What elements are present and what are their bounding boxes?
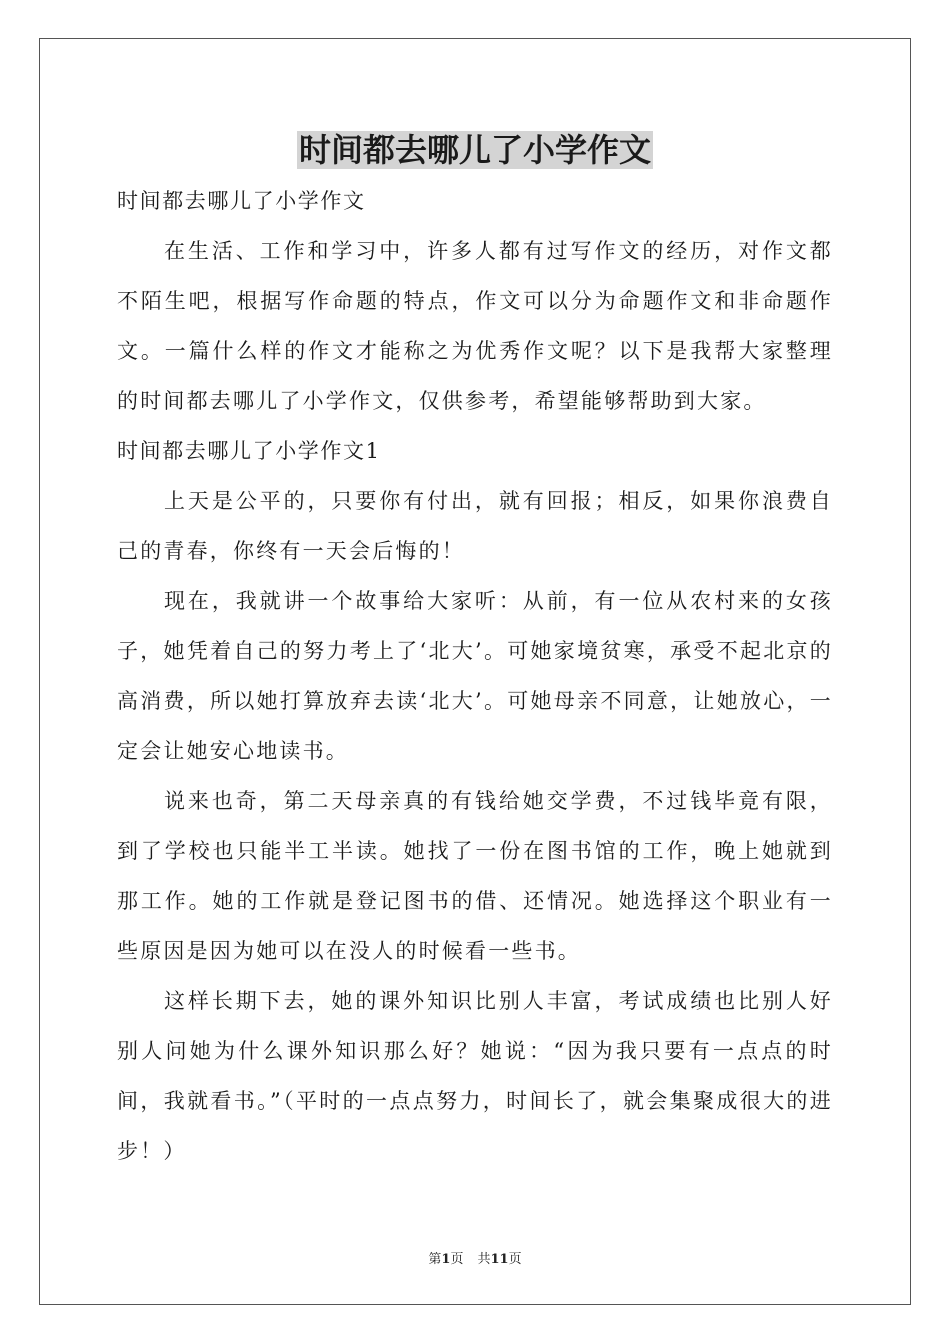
page-footer [0,1248,950,1267]
document-body [117,176,833,1176]
page-number-current: 1 [441,1252,451,1267]
page-total-count: 11 [490,1252,509,1267]
body-paragraph: 说来也奇，第二天母亲真的有钱给她交学费，不过钱毕竟有限，到了学校也只能半工半读。她找了一份在图书馆的工作，晚上她就到那工作。她的工作就是登记图书的借、还情况。她选择这个职业有一些原因是因为她可以在没人的时候看一些书。 [117,789,833,963]
page-number-suffix: 页 [450,1252,464,1267]
page-number-prefix: 第 [428,1252,442,1267]
body-paragraph: 这样长期下去，她的课外知识比别人丰富，考试成绩也比别人好别人问她为什么课外知识那么好？她说：“因为我只要有一点点的时间，我就看书。”（平时的一点点努力，时间长了，就会集聚成很大的进步！） [117,989,833,1163]
page-total-prefix: 共 [477,1252,491,1267]
intro-paragraph: 在生活、工作和学习中，许多人都有过写作文的经历，对作文都不陌生吧，根据写作命题的特点，作文可以分为命题作文和非命题作文。一篇什么样的作文才能称之为优秀作文呢？以下是我帮大家整理的时间都去哪儿了小学作文，仅供参考，希望能够帮助到大家。 [117,239,833,413]
body-paragraph: 上天是公平的，只要你有付出，就有回报；相反，如果你浪费自己的青春，你终有一天会后悔的！ [117,489,833,563]
document-title-text: 时间都去哪儿了小学作文 [298,131,651,169]
intro-heading: 时间都去哪儿了小学作文 [117,189,366,213]
document-title [0,128,950,172]
section-heading-1: 时间都去哪儿了小学作文1 [117,439,381,463]
body-paragraph: 现在，我就讲一个故事给大家听：从前，有一位从农村来的女孩子，她凭着自己的努力考上了‘北大’。可她家境贫寒，承受不起北京的高消费，所以她打算放弃去读‘北大’。可她母亲不同意，让她放心，一定会让她安心地读书。 [117,589,833,763]
page-total-suffix: 页 [508,1252,522,1267]
